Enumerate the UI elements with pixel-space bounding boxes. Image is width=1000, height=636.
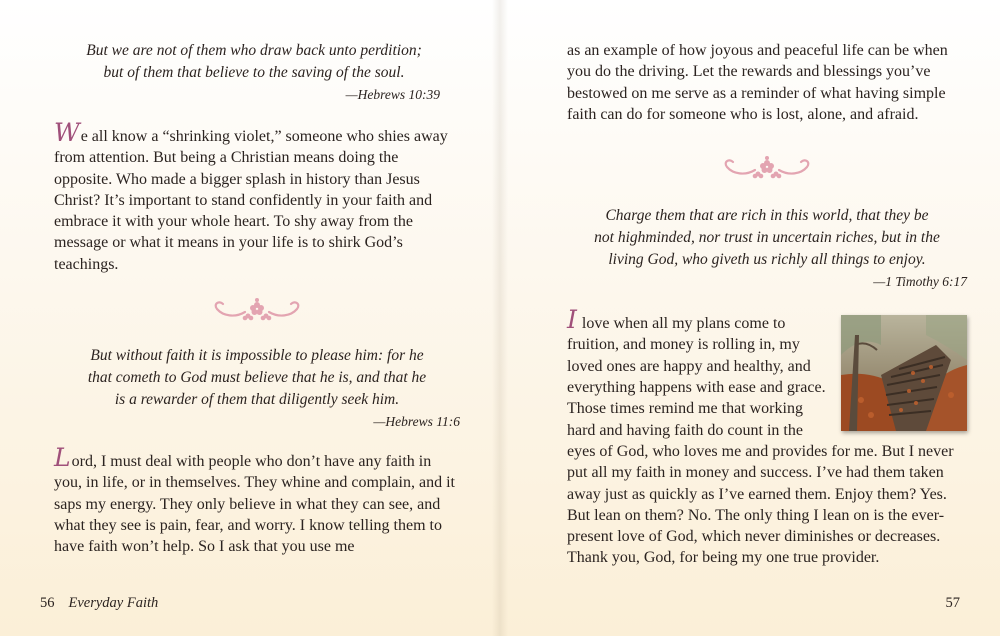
floral-ornament-icon — [54, 295, 460, 325]
devotional-section — [567, 305, 967, 569]
right-folio — [946, 595, 961, 612]
verse-text: Charge them that are rich in this world, that they be not highminded, nor trust in uncertain riches, but in the living God, who giveth us richly all things to enjoy. — [594, 207, 940, 269]
right-page — [500, 0, 1000, 636]
verse-text: But without faith it is impossible to please him: for he that cometh to God must believe that he is, and that he is a rewarder of them that diligently seek him. — [87, 347, 427, 409]
page-number: 57 — [945, 595, 960, 611]
devotional-paragraph: I love when all my plans come to fruition, and money is rolling in, my loved ones are happy and healthy, and everything happens with ease and grace. Those times remind me that working hard and having faith do count in the eyes of God, who loves me and provides for me. But I never put all my faith in money and success. I’ve had them taken away just as quickly as I’ve earned them. Enjoy them? Yes. But lean on them? No. The only thing I lean on is the ever-present love of God, which never diminishes or decreases. Thank you, God, for being my one true provider. — [567, 305, 954, 567]
verse-citation: —Hebrews 11:6 — [373, 414, 460, 430]
left-folio — [40, 595, 158, 612]
floral-ornament-icon — [567, 153, 967, 183]
verse-citation: —Hebrews 10:39 — [345, 87, 440, 102]
page-number: 56 — [40, 595, 55, 611]
devotional-paragraph: We all know a “shrinking violet,” someone who shies away from attention. But being a Christian means doing the opposite. Who made a bigger splash in history than Jesus Christ? It’s important to stand confidently in your faith and embrace it with your whole heart. To shy away from the message or what it means in your life is to shirk God’s teachings. — [54, 118, 448, 273]
verse-hebrews-10-39 — [54, 40, 460, 104]
autumn-staircase-photo — [841, 315, 967, 431]
drop-cap: L — [54, 443, 71, 473]
continued-paragraph: as an example of how joyous and peaceful life can be when you do the driving. Let the rewards and blessings you’ve bestowed on me serve as a reminder of what having simple faith can do for someone who is lost, alone, and afraid. — [567, 42, 948, 123]
drop-cap: W — [54, 118, 80, 147]
verse-text: But we are not of them who draw back unto perdition; but of them that believe to the saving of the soul. — [86, 42, 422, 81]
drop-cap: I — [567, 305, 577, 335]
verse-1-timothy-6-17 — [567, 205, 967, 291]
verse-citation: —1 Timothy 6:17 — [873, 274, 967, 290]
prayer-paragraph: Lord, I must deal with people who don’t have any faith in you, in life, or in themselves. They whine and complain, and it saps my energy. They only believe in what they can see, and what they see is pain, fear, and worry. I know telling them to have faith won’t help. So I ask that you use me — [54, 443, 455, 556]
running-head: Everyday Faith — [68, 595, 159, 611]
verse-hebrews-11-6 — [54, 345, 460, 431]
